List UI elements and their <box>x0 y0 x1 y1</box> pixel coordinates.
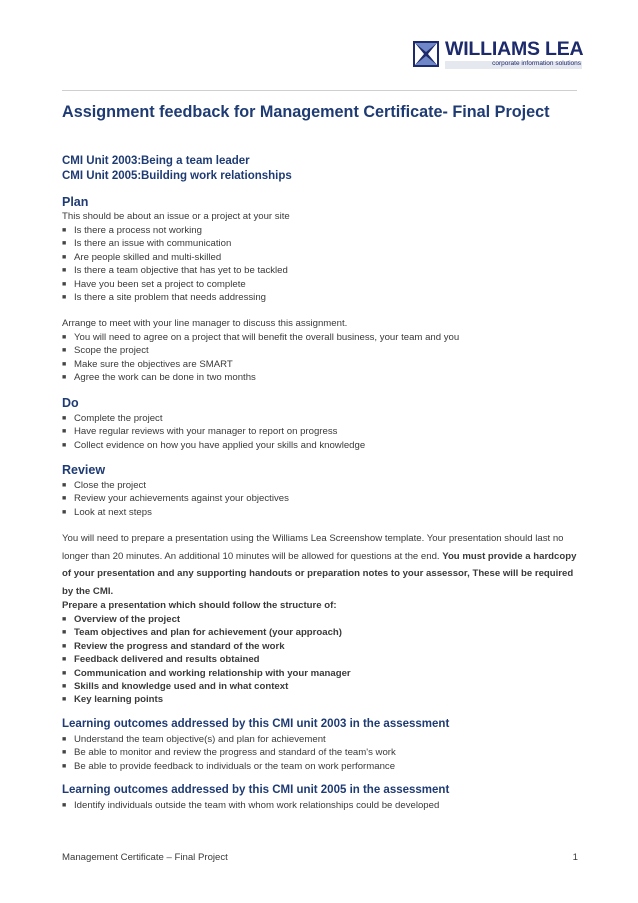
list-item-text: Be able to provide feedback to individuals or the team on work performance <box>74 760 396 772</box>
footer-title: Management Certificate – Final Project <box>62 852 228 863</box>
square-bullet-icon: ■ <box>62 294 67 302</box>
unit-code: CMI Unit 2005: <box>62 170 142 182</box>
unit-code: CMI Unit 2003: <box>62 155 142 167</box>
square-bullet-icon: ■ <box>62 240 67 248</box>
list-item <box>62 425 365 438</box>
list-item <box>62 640 351 653</box>
structure-intro: Prepare a presentation which should follow the structure of: <box>62 600 337 611</box>
square-bullet-icon: ■ <box>62 415 67 422</box>
square-bullet-icon: ■ <box>62 802 67 809</box>
list-item <box>62 237 288 250</box>
list-item-text: Have regular reviews with your manager to report on progress <box>74 426 338 438</box>
list-item <box>62 799 439 812</box>
logo-tagline: corporate information solutions <box>492 60 581 67</box>
outcomes-2003-heading: Learning outcomes addressed by this CMI unit 2003 in the assessment <box>62 718 450 730</box>
list-item <box>62 278 288 291</box>
list-item-text: Feedback delivered and results obtained <box>74 654 260 666</box>
list-item-text: Overview of the project <box>74 614 181 625</box>
list-item <box>62 224 288 237</box>
list-item <box>62 626 351 639</box>
list-item <box>62 506 289 519</box>
list-item <box>62 251 288 264</box>
list-item <box>62 291 288 304</box>
list-item <box>62 344 459 357</box>
square-bullet-icon: ■ <box>62 656 67 664</box>
list-item-text: Look at next steps <box>74 506 152 518</box>
outcomes-2005-list <box>62 799 439 812</box>
square-bullet-icon: ■ <box>62 482 67 489</box>
plan-heading: Plan <box>62 195 89 209</box>
square-bullet-icon: ■ <box>62 696 67 704</box>
list-item-text: Is there a process not working <box>74 225 202 236</box>
list-item <box>62 264 288 277</box>
logo-name: WILLIAMS LEA <box>445 38 584 60</box>
presentation-paragraph <box>62 530 580 600</box>
square-bullet-icon: ■ <box>62 736 67 743</box>
unit-line <box>62 154 292 169</box>
list-item-text: Skills and knowledge used and in what context <box>74 681 289 693</box>
list-item <box>62 733 396 746</box>
square-bullet-icon: ■ <box>62 360 67 368</box>
list-item <box>62 653 351 666</box>
page-number: 1 <box>572 852 578 863</box>
square-bullet-icon: ■ <box>62 669 67 677</box>
list-item-text: Make sure the objectives are SMART <box>74 358 233 370</box>
list-item-text: You will need to agree on a project that will benefit the overall business, your team and you <box>74 332 460 343</box>
plan-arrange-list <box>62 331 459 385</box>
list-item-text: Identify individuals outside the team with whom work relationships could be developed <box>74 800 440 811</box>
presentation-bold-text: You must provide a hardcopy of your presentation and any supporting handouts or preparation notes to your assessor, These will be required by the CMI. <box>62 550 577 597</box>
square-bullet-icon: ■ <box>62 374 67 382</box>
unit-name: Building work relationships <box>141 170 292 182</box>
square-bullet-icon: ■ <box>62 495 67 503</box>
list-item-text: Review the progress and standard of the work <box>74 640 285 652</box>
square-bullet-icon: ■ <box>62 253 67 261</box>
list-item-text: Be able to monitor and review the progress and standard of the team's work <box>74 747 396 759</box>
list-item-text: Key learning points <box>74 694 164 706</box>
list-item-text: Is there a team objective that has yet to be tackled <box>74 265 288 277</box>
do-list <box>62 412 365 452</box>
square-bullet-icon: ■ <box>62 428 67 436</box>
list-item-text: Complete the project <box>74 413 163 424</box>
plan-arrange-text: Arrange to meet with your line manager to discuss this assignment. <box>62 318 348 329</box>
unit-list <box>62 154 292 184</box>
plan-list <box>62 224 288 304</box>
presentation-text: You will need to prepare a presentation using the Williams Lea Screenshow template. Your presentation should last no longer than 20 minutes. An additional 10 minutes will be allowed for questions at the end. <box>62 533 564 562</box>
square-bullet-icon: ■ <box>62 616 67 623</box>
plan-intro: This should be about an issue or a project at your site <box>62 211 290 222</box>
list-item-text: Scope the project <box>74 345 149 357</box>
williams-lea-logo <box>413 38 584 75</box>
square-bullet-icon: ■ <box>62 508 67 516</box>
list-item-text: Understand the team objective(s) and plan for achievement <box>74 734 326 745</box>
list-item-text: Team objectives and plan for achievement (your approach) <box>74 627 342 639</box>
list-item-text: Agree the work can be done in two months <box>74 372 256 384</box>
list-item <box>62 760 396 773</box>
list-item <box>62 667 351 680</box>
list-item <box>62 439 365 452</box>
list-item <box>62 746 396 759</box>
list-item-text: Collect evidence on how you have applied your skills and knowledge <box>74 439 366 451</box>
outcomes-2003-list <box>62 733 396 773</box>
square-bullet-icon: ■ <box>62 642 67 650</box>
list-item <box>62 492 289 505</box>
unit-name: Being a team leader <box>141 155 250 167</box>
square-bullet-icon: ■ <box>62 749 67 757</box>
square-bullet-icon: ■ <box>62 441 67 449</box>
list-item <box>62 680 351 693</box>
list-item-text: Is there an issue with communication <box>74 238 232 250</box>
list-item <box>62 412 365 425</box>
square-bullet-icon: ■ <box>62 280 67 288</box>
list-item <box>62 371 459 384</box>
square-bullet-icon: ■ <box>62 683 67 691</box>
document-title: Assignment feedback for Management Certificate- Final Project <box>62 103 550 121</box>
list-item <box>62 613 351 626</box>
unit-line <box>62 169 292 184</box>
square-bullet-icon: ■ <box>62 629 67 637</box>
list-item <box>62 358 459 371</box>
list-item <box>62 331 459 344</box>
review-heading: Review <box>62 463 106 477</box>
list-item-text: Have you been set a project to complete <box>74 278 246 290</box>
outcomes-2005-heading: Learning outcomes addressed by this CMI unit 2005 in the assessment <box>62 784 450 796</box>
do-heading: Do <box>62 396 79 410</box>
list-item <box>62 693 351 706</box>
square-bullet-icon: ■ <box>62 267 67 275</box>
square-bullet-icon: ■ <box>62 762 67 770</box>
list-item-text: Is there a site problem that needs addressing <box>74 292 266 304</box>
list-item-text: Review your achievements against your objectives <box>74 493 289 505</box>
review-list <box>62 479 289 519</box>
list-item-text: Are people skilled and multi-skilled <box>74 251 222 263</box>
structure-list <box>62 613 351 707</box>
header-rule <box>62 90 577 91</box>
logo-x-icon <box>413 41 439 67</box>
square-bullet-icon: ■ <box>62 227 67 234</box>
square-bullet-icon: ■ <box>62 334 67 341</box>
square-bullet-icon: ■ <box>62 347 67 355</box>
list-item-text: Communication and working relationship with your manager <box>74 667 351 679</box>
list-item-text: Close the project <box>74 480 146 491</box>
list-item <box>62 479 289 492</box>
